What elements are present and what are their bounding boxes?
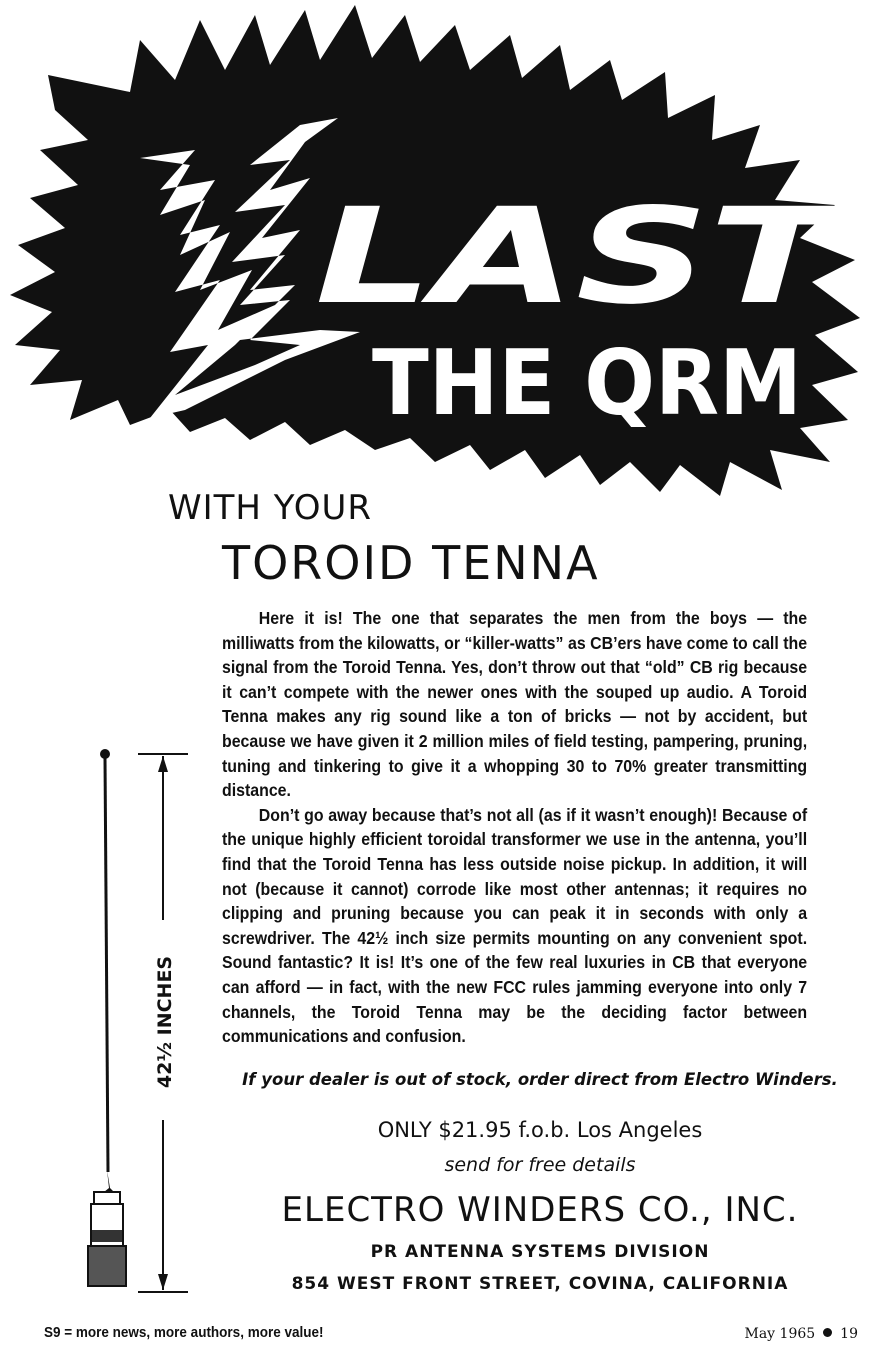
company-name: ELECTRO WINDERS CO., INC. [281,1190,799,1230]
body-copy [222,606,807,1049]
headline-burst [0,0,888,500]
antenna-icon [88,749,126,1286]
headline-blast: LAST [315,180,848,334]
headline-the-qrm: THE QRM [372,331,802,436]
dealer-note: If your dealer is out of stock, order direct from Electro Winders. [242,1070,838,1089]
footer-slogan: S9 = more news, more authors, more value! [44,1324,324,1341]
footer-issue [745,1326,859,1342]
body-paragraph-1: Here it is! The one that separates the men from the boys — the milliwatts from the kilowatts, or “killer-watts” as CB’ers have come to call the signal from the Toroid Tenna. Yes, don’t throw out that “old” CB rig because it can’t compete with the newer ones with the souped up audio. A Toroid Tenna makes any rig sound like a ton of bricks — not by accident, but because we have given it 2 million miles of field testing, pampering, pruning, tuning and tinkering to give it a whopping 30 to 70% greater transmitting distance. [222,608,808,801]
company-division: PR ANTENNA SYSTEMS DIVISION [370,1242,710,1262]
subhead: WITH YOUR [168,488,372,528]
details-line: send for free details [444,1154,636,1176]
price-line: ONLY $21.95 f.o.b. Los Angeles [377,1118,703,1142]
issue-date: May 1965 [744,1326,816,1342]
product-name: TOROID TENNA [222,536,600,590]
bullet-icon [823,1328,832,1337]
body-paragraph-2: Don’t go away because that’s not all (as if it wasn’t enough)! Because of the unique highly efficient toroidal transformer we use in the antenna, you’ll find that the Toroid Tenna has less outside noise pickup. In addition, it will not (because it cannot) corrode like most other antennas; it requires no clipping and pruning because you can peak it in seconds with only a screwdriver. The 42½ inch size permits mounting on any convenient spot. Sound fantastic? It is! It’s one of the few real luxuries in CB that everyone can afford — in fact, with the new FCC rules jamming everyone into only 7 channels, the Toroid Tenna may be the deciding factor between communications and confusion. [222,804,808,1047]
company-address: 854 WEST FRONT STREET, COVINA, CALIFORNIA [291,1274,789,1294]
antenna-illustration [70,740,220,1300]
antenna-dimension-label: 42½ INCHES [154,955,176,1089]
page-number: 19 [840,1326,858,1342]
